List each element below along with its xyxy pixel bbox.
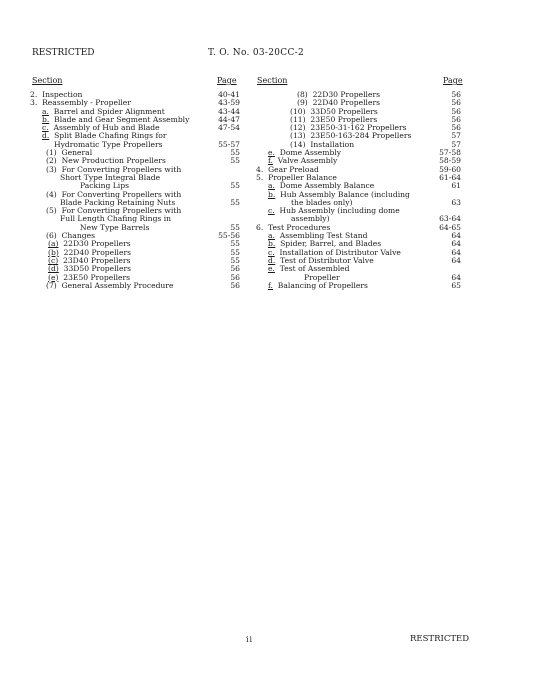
toc-entry-title: Hub Assembly (including dome [279,206,400,216]
toc-entry-number: (3) [46,164,57,174]
toc-entry-title: General Assembly Procedure [61,280,174,290]
toc-entry-label [46,282,173,290]
toc-entry-number: (c) [48,255,59,265]
toc-left-column [30,91,240,290]
toc-entry-title: 33D50 Propellers [310,106,378,116]
toc-entry-title: Gear Preload [268,164,319,174]
toc-entry-title: Test of Assembled [279,264,350,274]
toc-entry-title: Installation [310,139,355,149]
toc-entry-number: (7) [46,280,57,290]
header-to-number: T. O. No. 03-20CC-2 [208,48,305,58]
toc-entry-number: (6) [46,231,57,241]
toc-entry-page: 55 [230,222,240,232]
toc-entry-title: Changes [61,231,95,241]
toc-entry-page: 55 [230,239,240,249]
toc-entry-page: 55-56 [218,231,240,241]
toc-entry-label [268,207,400,215]
toc-entry-page: 56 [451,106,461,116]
toc-entry-page: 55 [230,148,240,158]
toc-entry-title: assembly) [291,214,330,224]
toc-entry-number: c. [268,206,275,216]
toc-entry-title: Test Procedures [268,222,331,232]
toc-entry-page: 55 [230,255,240,265]
toc-entry-page: 58-59 [439,156,461,166]
toc-entry-number: (b) [48,247,59,257]
footer-classification: RESTRICTED [410,634,470,644]
toc-entry-number: (d) [48,264,59,274]
toc-entry-number: a. [42,106,49,116]
toc-entry-number: c. [42,123,49,133]
toc-entry-number: b. [42,114,50,124]
toc-entry-title: For Converting Propellers with [61,206,182,216]
toc-entry-page: 56 [230,280,240,290]
toc-entry-page: 55 [230,181,240,191]
toc-entry-title: 22D40 Propellers [312,98,380,108]
toc-entry-page: 55 [230,156,240,166]
toc-entry-title: 22D30 Propellers [312,90,380,99]
toc-entry-number: e. [268,148,275,158]
toc-entry-title: Packing Lips [80,181,129,191]
toc-entry-page: 63 [451,197,461,207]
toc-entry-title: Assembly of Hub and Blade [53,123,160,133]
toc-entry-number: 3. [30,98,38,108]
toc-entry-title: Test of Distributor Valve [280,255,374,265]
toc-entry-page: 55 [230,197,240,207]
toc-entry-page: 56 [230,264,240,274]
toc-entry-title: Blade and Gear Segment Assembly [54,114,190,124]
right-page-heading: Page [443,76,463,85]
toc-entry [256,132,461,140]
toc-entry-number: (4) [46,189,57,199]
toc-entry-number: 6. [256,222,264,232]
toc-entry-page: 64-65 [439,222,461,232]
toc-entry-page: 63-64 [439,214,461,224]
toc-entry-page: 56 [451,114,461,124]
toc-entry-title: Balancing of Propellers [277,280,368,290]
toc-entry-title: For Converting Propellers with [61,189,182,199]
toc-entry-title: For Converting Propellers with [61,164,182,174]
toc-entry-page: 64 [451,239,461,249]
toc-entry-number: (12) [290,123,306,133]
toc-entry-number: c. [268,247,275,257]
toc-entry-page: 47-54 [218,123,240,133]
header-classification: RESTRICTED [32,48,95,58]
toc-entry-page: 56 [451,90,461,99]
toc-entry-page: 57-58 [439,148,461,158]
toc-entry-page: 61-64 [439,172,461,182]
toc-entry-number: (a) [48,239,59,249]
toc-entry-number: (14) [290,139,306,149]
toc-entry-number: d. [268,255,276,265]
toc-entry-title: Propeller Balance [268,172,337,182]
toc-entry-page: 55 [230,247,240,257]
toc-entry-title: Valve Assembly [277,156,338,166]
right-section-heading: Section [257,76,288,85]
toc-entry-page: 43-59 [218,98,240,108]
left-page-heading: Page [217,76,237,85]
toc-entry-title: Propeller [304,272,340,282]
toc-entry-title: Hub Assembly Balance (including [280,189,410,199]
toc-entry-page: 55-57 [218,139,240,149]
toc-entry-title: Dome Assembly Balance [279,181,375,191]
toc-entry-number: (13) [290,131,306,141]
toc-entry-page: 64 [451,231,461,241]
toc-entry-title: 22D30 Propellers [63,239,131,249]
toc-entry [30,282,240,290]
toc-entry-title: the blades only) [291,197,353,207]
toc-entry-number: d. [42,131,50,141]
toc-entry-page: 57 [451,131,461,141]
toc-entry-number: (5) [46,206,57,216]
toc-entry-number: 5. [256,172,264,182]
toc-entry [30,174,240,182]
toc-entry-title: 23E50 Propellers [63,272,131,282]
toc-entry-page: 61 [451,181,461,191]
toc-entry-number: (8) [297,90,308,99]
toc-entry [256,207,461,215]
toc-entry-number: (1) [46,148,57,158]
toc-right-column [256,91,461,290]
toc-entry-title: Dome Assembly [279,148,342,158]
toc-entry-title: 33D50 Propellers [63,264,131,274]
toc-entry-page: 56 [230,272,240,282]
toc-entry-number: e. [268,264,275,274]
toc-entry-title: Hydromatic Type Propellers [54,139,163,149]
toc-entry-title: 23E50-163-284 Propellers [310,131,412,141]
toc-entry-title: 23E50-31-162 Propellers [310,123,407,133]
toc-entry-page: 56 [451,123,461,133]
toc-entry-title: 23D40 Propellers [63,255,131,265]
toc-entry-label [268,282,368,290]
toc-entry-title: Assembling Test Stand [279,231,368,241]
toc-entry-title: 23E50 Propellers [310,114,378,124]
toc-entry-title: Barrel and Spider Alignment [53,106,165,116]
toc-entry-page: 44-47 [218,114,240,124]
footer-page-number: ii [246,635,254,644]
toc-entry-number: b. [268,189,276,199]
toc-entry-title: New Production Propellers [61,156,166,166]
toc-entry-title: General [61,148,93,158]
toc-entry-title: Full Length Chafing Rings in [60,214,172,224]
toc-entry-number: 4. [256,164,264,174]
toc-entry-number: (10) [290,106,306,116]
toc-entry-title: Blade Packing Retaining Nuts [60,197,176,207]
toc-entry-page: 64 [451,272,461,282]
toc-entry-number: (2) [46,156,57,166]
toc-entry-page: 56 [451,98,461,108]
toc-entry-title: Inspection [42,90,83,99]
toc-entry-title: Spider, Barrel, and Blades [280,239,382,249]
toc-entry-page: 40-41 [218,90,240,99]
toc-entry-number: 2. [30,90,38,99]
toc-entry-title: Installation of Distributor Valve [279,247,401,257]
left-section-heading: Section [32,76,63,85]
toc-entry-number: a. [268,181,275,191]
toc-entry-number: (e) [48,272,59,282]
toc-entry-page: 64 [451,255,461,265]
toc-entry-page: 43-44 [218,106,240,116]
toc-entry-title: 22D40 Propellers [63,247,131,257]
toc-entry [256,265,461,273]
toc-entry-number: (11) [290,114,306,124]
toc-entry-page: 57 [451,139,461,149]
toc-entry-title: New Type Barrels [80,222,150,232]
toc-entry-page: 65 [451,280,461,290]
toc-entry [256,191,461,199]
toc-entry-number: b. [268,239,276,249]
toc-entry-title: Short Type Integral Blade [60,172,161,182]
toc-entry-number: a. [268,231,275,241]
toc-entry [256,282,461,290]
toc-entry-page: 59-60 [439,164,461,174]
toc-entry-number: f. [268,156,273,166]
toc-entry-number: (9) [297,98,308,108]
toc-entry-title: Reassembly - Propeller [42,98,131,108]
toc-entry-page: 64 [451,247,461,257]
toc-entry-title: Split Blade Chafing Rings for [54,131,167,141]
toc-entry-number: f. [268,280,273,290]
